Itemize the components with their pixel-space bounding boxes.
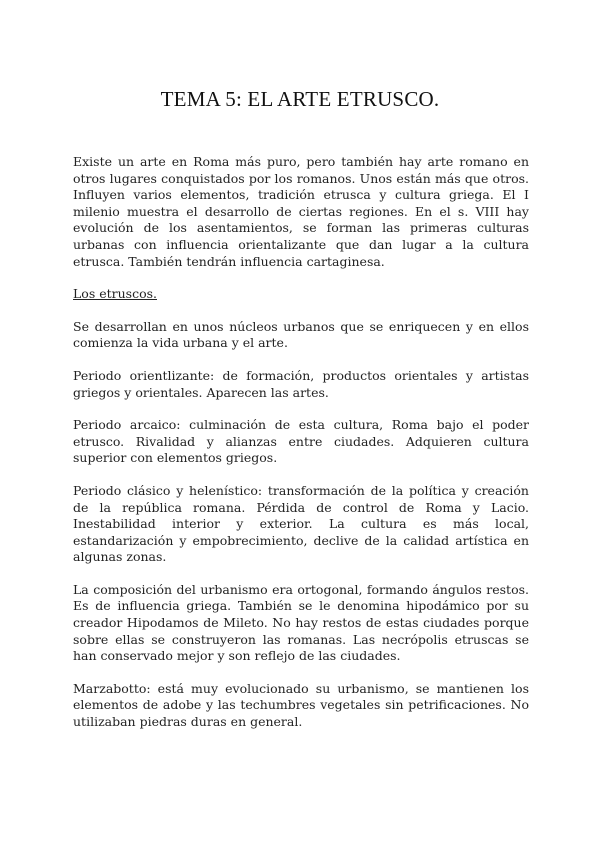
paragraph-periodo-arcaico: Periodo arcaico: culminación de esta cultura, Roma bajo el poder etrusco. Rivalidad y alianzas entre ciudades. Adquieren cultura superior con elementos griegos. (73, 417, 529, 466)
paragraph-marzabotto: Marzabotto: está muy evolucionado su urbanismo, se mantienen los elementos de adobe y las techumbres vegetales sin petrificaciones. No utilizaban piedras duras en general. (73, 680, 529, 730)
intro-paragraph: Existe un arte en Roma más puro, pero también hay arte romano en otros lugares conquistados por los romanos. Unos están más que otros. Influyen varios elementos, tradición etrusca y cultura griega. El I milenio muestra el desarrollo de ciertas regiones. En el s. VIII hay evolución de los asentamientos, se forman las primeras culturas urbanas con influencia orientalizante que dan lugar a la cultura etrusca. También tendrán influencia cartaginesa. (73, 154, 529, 269)
section-heading-etruscos: Los etruscos. (73, 286, 157, 302)
paragraph-periodo-orientalizante: Periodo orientlizante: de formación, productos orientales y artistas griegos y orientales. Aparecen las artes. (73, 367, 529, 400)
paragraph-urbanismo: La composición del urbanismo era ortogonal, formando ángulos restos. Es de influencia griega. También se le denomina hipodámico por su creador Hipodamos de Mileto. No hay restos de estas ciudades porque sobre ellas se construyeron las romanas. Las necrópolis etruscas se han conservado mejor y son reflejo de las ciudades. (73, 581, 529, 664)
paragraph-nucleos-urbanos: Se desarrollan en unos núcleos urbanos que se enriquecen y en ellos comienza la vida urbana y el arte. (73, 318, 529, 351)
page-title: TEMA 5: EL ARTE ETRUSCO. (160, 87, 440, 111)
paragraph-periodo-clasico: Periodo clásico y helenístico: transformación de la política y creación de la república romana. Pérdida de control de Roma y Lacio. Inestabilidad interior y exterior. La cultura es más local, estandarización y empobrecimiento, declive de la calidad artística en algunas zonas. (73, 482, 529, 565)
document-body (73, 154, 529, 747)
